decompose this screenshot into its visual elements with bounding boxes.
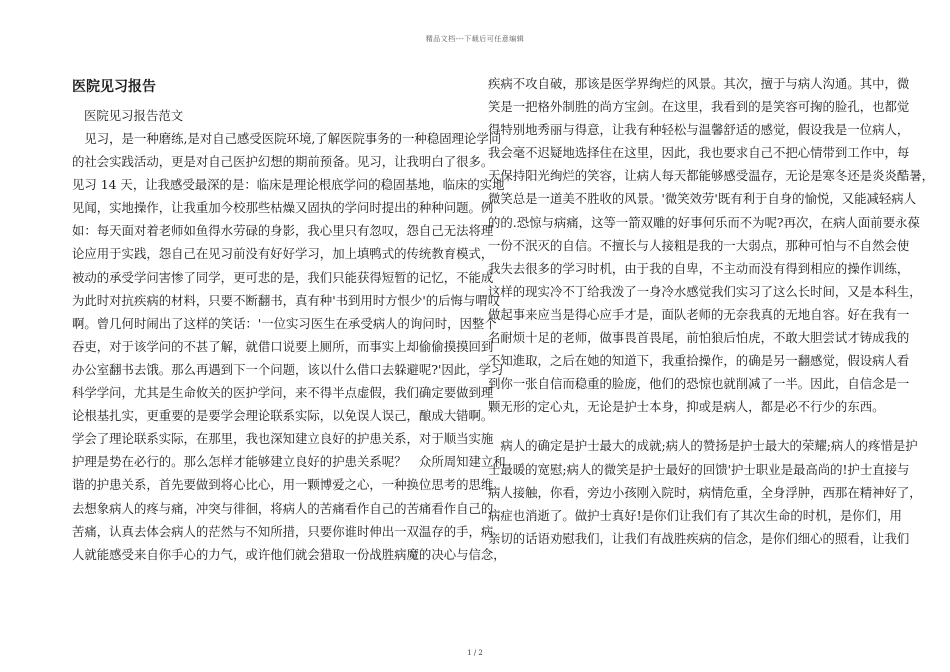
text-line: 学会了理论联系实际，在那里，我也深知建立良好的护患关系，对于顺当实施	[72, 431, 494, 447]
text-line: 病人的确定是护士最大的成就;病人的赞扬是护士最大的荣耀;病人的疼惜是护	[488, 438, 918, 454]
text-line: 到你一张自信而稳重的脸庞，他们的恐惊也就削减了一半。因此，自信念是一	[488, 376, 910, 392]
right-body-second	[488, 434, 922, 549]
page-number: 1 / 2	[467, 649, 483, 657]
text-line: 微笑总是一道美不胜收的风景。'微笑效劳'既有利于自身的愉悦，又能减轻病人	[488, 191, 917, 207]
text-line: 不知進取，之后在她的知道下，我重拾操作，的确是另一翻感觉，假设病人看	[488, 353, 910, 369]
page-header: 精品文档---下载后可任意编辑	[425, 35, 525, 43]
text-line: 科学学问，尤其是生命攸关的医护学问，来不得半点虚假，我们确定要做到理	[72, 385, 494, 401]
document-subtitle: 医院见习报告范文	[84, 108, 184, 123]
text-line: 我会毫不迟疑地选择住在这里，因此，我也要求自己不把心情带到工作中，每	[488, 145, 910, 161]
text-line: 人就能感受来自你手心的力气，或许他们就会猎取一份战胜病魔的决心与信念，	[72, 546, 506, 562]
text-line: 论根基扎实，更重要的是要学会理论联系实际，以免误人误己，酿成大错啊。	[72, 408, 494, 424]
text-line: 的社会实践活动，更是对自己医护幻想的期前预备。见习，让我明白了很多。	[72, 154, 494, 170]
text-line: 啊。曾几何时闹出了这样的笑话：'一位实习医生在承受病人的询问时，因整个	[72, 315, 497, 331]
text-line: 见闻，实地操作，让我重加今校那些枯燥又固执的学问时提出的种种问题。例	[72, 200, 494, 216]
text-line: 做起事来应当是得心应手才是，面队老师的无奈我真的无地自容。好在我有一	[488, 306, 910, 322]
text-line: 颗无形的定心丸，无论是护士本身，抑或是病人，都是必不行少的东西。	[488, 399, 885, 415]
text-line: 这样的现实冷不丁给我泼了一身冷水感觉我们实习了这么长时间，又是本科生，	[488, 283, 922, 299]
document-title: 医院见习报告	[72, 79, 156, 95]
text-line: 笑是一把格外制胜的尚方宝剑。在这里，我看到的是笑容可掬的脸孔，也都觉	[488, 99, 910, 115]
right-column	[488, 72, 935, 550]
left-body	[72, 127, 506, 566]
text-line: 论应用于实践，怨自己在见习前没有好好学习，加上填鸭式的传统教育模式，	[72, 246, 494, 262]
text-line: 名耐烦十足的老师，做事畏首畏尾，前怕狼后怕虎，不敢大胆尝试才铸成我的	[488, 330, 910, 346]
text-line: 吞吏，对于该学问的不甚了解，就借口说要上厕所，而事实上却偷偷摸摸回到	[72, 338, 494, 354]
text-line: 如：每天面对着老师如鱼得水劳碌的身影，我心里只有忽叹，怨自己无法将理	[72, 223, 494, 239]
text-line: 的的.恐惊与病痛，这等一箭双雕的好事何乐而不为呢?再次，在病人面前要永葆	[488, 214, 920, 230]
text-line: 护理是势在必行的。那么怎样才能够建立良好的护患关系呢？ 众所周知建立和	[72, 454, 506, 470]
text-line: 亲切的话语劝慰我们，让我们有战胜疾病的信念，是你们细心的照看，让我们	[488, 530, 910, 546]
text-line: 为此时对抗疾病的材料，只要不断翻书，真有种'书到用时方恨少'的后悔与喟叹	[72, 292, 501, 308]
text-line: 去想象病人的疼与痛，冲突与徘徊，将病人的苦痛看作自己的苦痛看作自己的	[72, 500, 494, 516]
text-line: 病症也消逝了。做护士真好!是你们让我们有了其次生命的时机，是你们，用	[488, 507, 902, 523]
text-line: 疾病不攻自破，那该是医学界绚烂的风景。其次，擅于与病人沟通。其中，微	[488, 76, 910, 91]
text-line: 被动的承受学问害惨了同学，更可悲的是，我们只能获得短暂的记忆，不能成	[72, 269, 494, 285]
paragraph-gap	[488, 418, 876, 434]
text-line: 谐的护患关系，首先要做到将心比心，用一颗博爱之心，一种换位思考的思维	[72, 477, 494, 493]
text-line: 见习 14 天，让我感受最深的是：临床是理论根底学问的稳固基地，临床的实地	[72, 177, 505, 193]
text-line: 一份不泯灭的自信。不擅长与人接粗是我的一大弱点，那种可怕与不自然会使	[488, 237, 910, 253]
text-line: 苦痛，认真去体会病人的茫然与不知所措，只要你谁时伸出一双温存的手，病	[72, 523, 494, 539]
right-body-first	[488, 72, 935, 418]
left-column	[72, 78, 506, 566]
text-line: 士最暖的宽慰;病人的微笑是护士最好的回馈'护士职业是最高尚的!护士直接与	[488, 461, 910, 477]
text-line: 见习，是一种磨练,是对自己感受医院环境,了解医院事务的一种稳固理论学问	[72, 131, 502, 146]
text-line: 得特别地秀丽与得意，让我有种轻松与温馨舒适的感觉，假设我是一位病人，	[488, 122, 910, 138]
text-line: 病人接触，你看，旁边小孩刚入院时，病情危重，全身浮肿，西那在精神好了，	[488, 484, 922, 500]
text-line: 天保持阳光绚烂的笑容，让病人每天都能够感受温存，无论是寒冬还是炎炎酷暑，	[488, 168, 935, 184]
text-line: 办公室翻书去饿。那么再遇到下一个问题，该以什么借口去躲避呢?'因此，学习	[72, 361, 504, 377]
text-line: 我失去很多的学习时机，由于我的自卑，不主动而没有得到相应的操作训练，	[488, 260, 910, 276]
